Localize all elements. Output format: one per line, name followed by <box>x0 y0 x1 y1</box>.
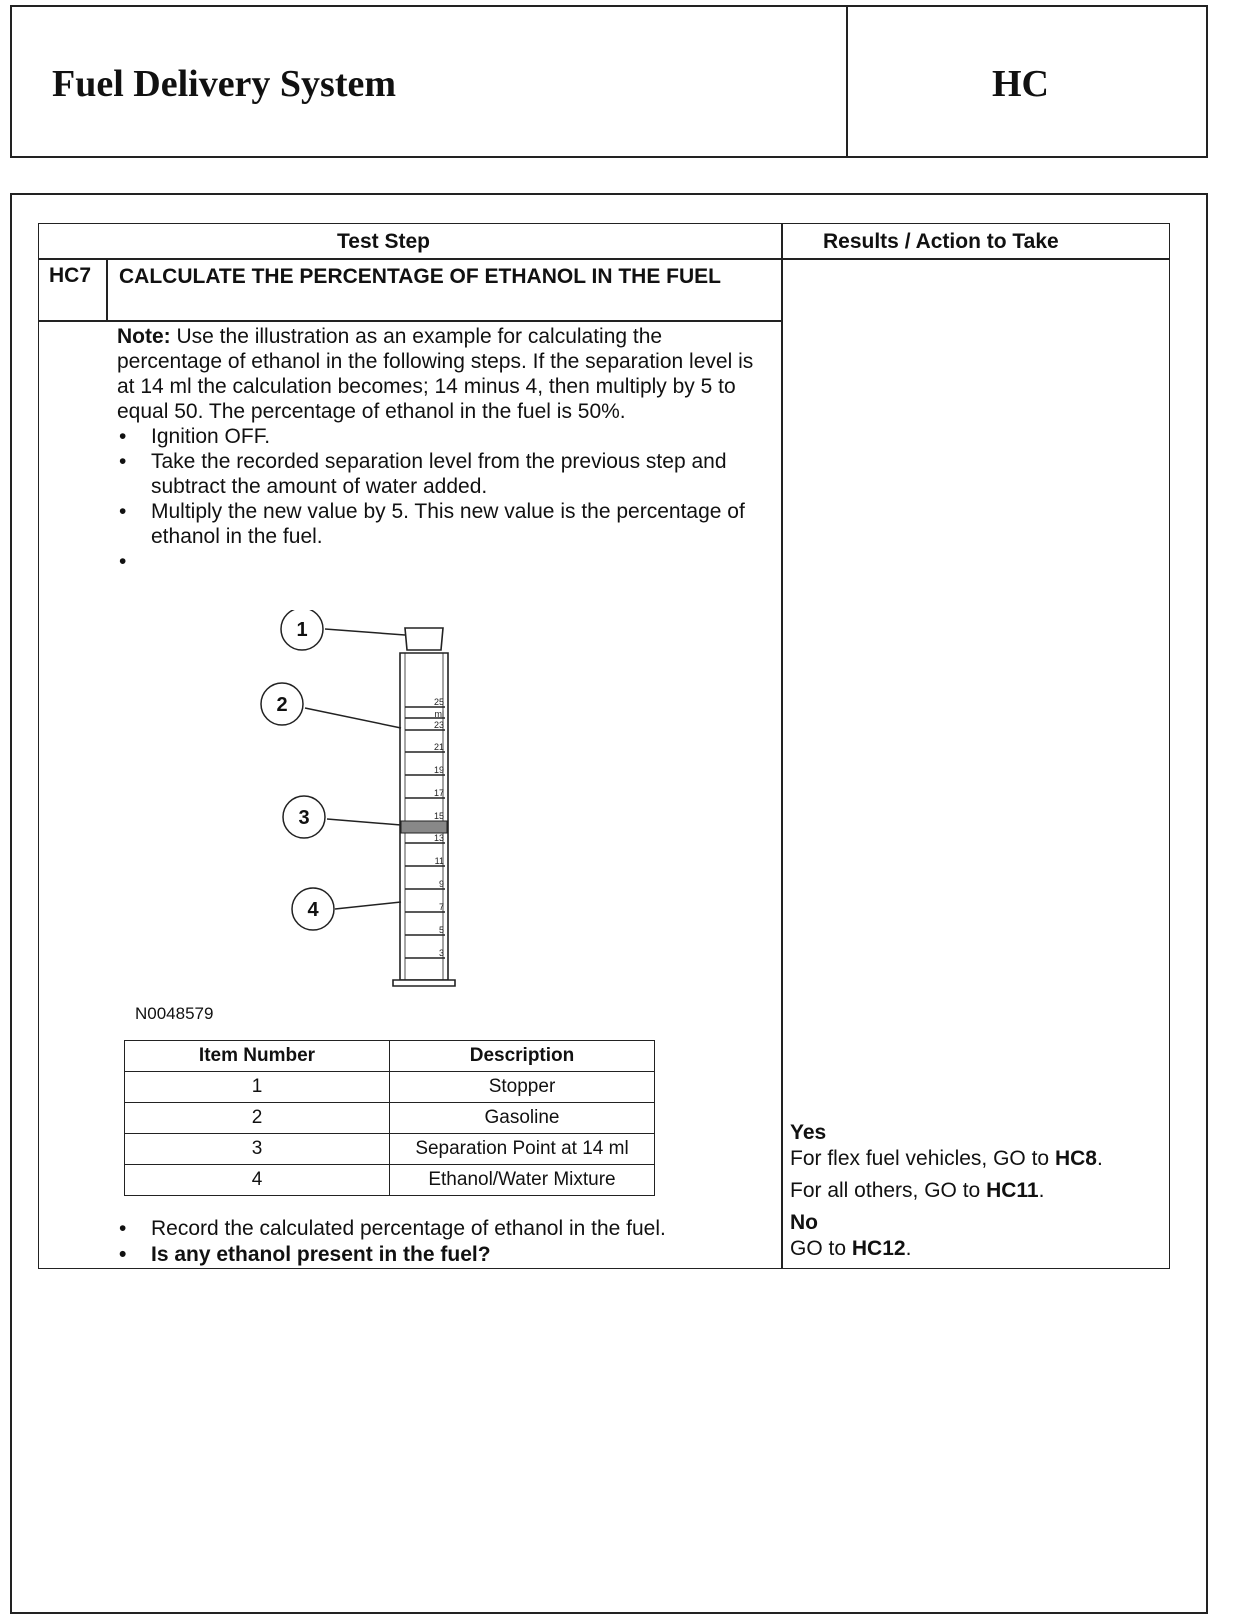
result-no-action: GO to HC12. <box>790 1237 912 1260</box>
scale-label-13: 13 <box>433 833 444 843</box>
callout-leader-2 <box>305 708 401 728</box>
scale-label-15: 15 <box>433 811 444 821</box>
note-paragraph <box>117 324 757 424</box>
legend-description: Stopper <box>390 1072 655 1103</box>
note-text: Use the illustration as an example for calculating the percentage of ethanol in the following steps. If the separation level is at 14 ml the calculation becomes; 14 minus 4, then multiply by 5 to equal 50. The percentage of ethanol in the fuel is 50%. <box>117 325 754 423</box>
goto-hc11-link[interactable]: HC11 <box>986 1179 1039 1202</box>
legend-header-row <box>125 1041 655 1072</box>
page-header <box>10 5 1208 158</box>
legend-table <box>124 1040 655 1196</box>
result-yes-flex: For flex fuel vehicles, GO to HC8. <box>790 1147 1103 1170</box>
column-header-results: Results / Action to Take <box>823 230 1059 253</box>
legend-item-number: 1 <box>125 1072 390 1103</box>
scale-label-17: 17 <box>433 788 444 798</box>
graduated-cylinder-illustration <box>255 610 495 1020</box>
bullet-ignition: • Ignition OFF. <box>117 424 757 449</box>
final-bullets <box>117 1216 757 1268</box>
step-rule <box>39 320 781 322</box>
figure-id: N0048579 <box>135 1004 214 1023</box>
section-code: HC <box>992 63 1049 105</box>
callout-label-1: 1 <box>296 619 308 641</box>
scale-label-7: 7 <box>438 902 444 912</box>
scale-label-ml: ml <box>434 709 444 719</box>
scale-label-5: 5 <box>438 925 444 935</box>
column-divider <box>781 224 783 1268</box>
goto-hc8-link[interactable]: HC8 <box>1054 1147 1097 1170</box>
callout-leader-1 <box>325 629 405 635</box>
legend-item-number: 4 <box>125 1165 390 1196</box>
bullet-subtract: • Take the recorded separation level from the previous step and subtract the amount of water added. <box>117 449 757 499</box>
legend-row <box>125 1165 655 1196</box>
scale-label-11: 11 <box>434 856 444 866</box>
header-rule <box>39 258 1169 260</box>
result-no-label: No <box>790 1211 818 1234</box>
scale-label-23: 23 <box>433 720 444 730</box>
bullet-multiply: • Multiply the new value by 5. This new value is the percentage of ethanol in the fuel. <box>117 499 757 549</box>
scale-label-21: 21 <box>433 742 444 752</box>
legend-description: Separation Point at 14 ml <box>390 1134 655 1165</box>
column-header-test-step: Test Step <box>337 230 430 253</box>
step-id: HC7 <box>49 264 92 287</box>
callout-leader-3 <box>327 819 401 825</box>
step-body <box>117 324 757 574</box>
result-yes-label: Yes <box>790 1121 827 1144</box>
legend-description: Gasoline <box>390 1103 655 1134</box>
legend-row <box>125 1103 655 1134</box>
result-yes-others: For all others, GO to HC11. <box>790 1179 1045 1202</box>
callout-label-2: 2 <box>276 694 288 716</box>
legend-description: Ethanol/Water Mixture <box>390 1165 655 1196</box>
scale-label-9: 9 <box>438 879 444 889</box>
step-title: CALCULATE THE PERCENTAGE OF ETHANOL IN THE FUEL <box>119 265 721 288</box>
callout-leader-4 <box>335 902 401 909</box>
bullet-question: • Is any ethanol present in the fuel? <box>117 1242 757 1268</box>
header-divider <box>846 7 848 156</box>
bullet-empty <box>117 549 757 574</box>
callout-label-3: 3 <box>298 807 310 829</box>
bullet-record: • Record the calculated percentage of ethanol in the fuel. <box>117 1216 757 1242</box>
step-id-divider <box>106 258 108 320</box>
scale-label-3: 3 <box>438 948 444 958</box>
stopper-shape <box>405 628 443 650</box>
results-actions <box>790 1120 1170 1262</box>
goto-hc12-link[interactable]: HC12 <box>851 1237 906 1260</box>
section-title: Fuel Delivery System <box>52 63 397 105</box>
legend-item-number: 2 <box>125 1103 390 1134</box>
note-label: Note: <box>117 325 171 348</box>
legend-row <box>125 1134 655 1165</box>
legend-row <box>125 1072 655 1103</box>
legend-header-description: Description <box>390 1041 655 1072</box>
legend-item-number: 3 <box>125 1134 390 1165</box>
scale-label-19: 19 <box>433 765 444 775</box>
scale-label-25: 25 <box>433 697 444 707</box>
callout-label-4: 4 <box>307 899 319 921</box>
legend-header-item: Item Number <box>125 1041 390 1072</box>
cylinder-base <box>393 980 455 986</box>
step-bullets <box>117 424 757 574</box>
separation-band <box>401 821 447 833</box>
